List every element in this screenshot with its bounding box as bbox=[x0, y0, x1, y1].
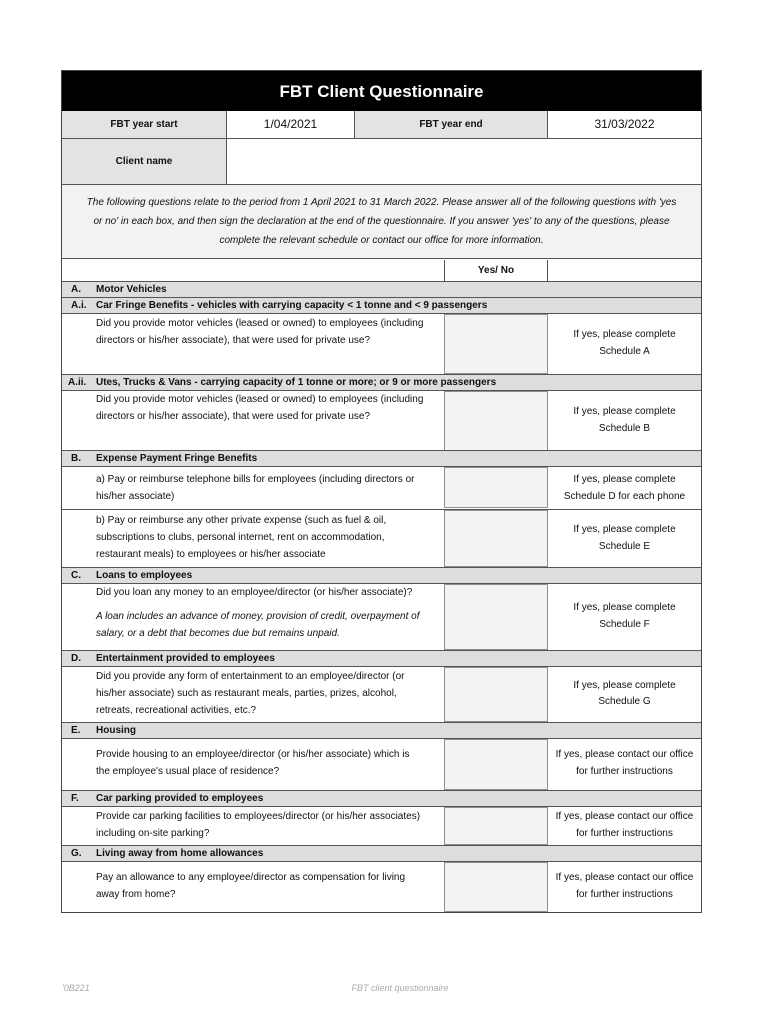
section-e-header bbox=[62, 722, 701, 739]
question-ba-line-2: his/her associate) bbox=[96, 491, 175, 502]
section-g-header bbox=[62, 845, 701, 862]
question-bb-line-3: restaurant meals) to employees or his/her associate bbox=[96, 549, 326, 560]
yes-no-header: Yes/ No bbox=[444, 260, 548, 281]
row-divider bbox=[62, 509, 701, 510]
section-f-header bbox=[62, 790, 701, 807]
section-title: Utes, Trucks & Vans - carrying capacity of 1 tonne or more; or 9 or more passengers bbox=[96, 377, 497, 388]
section-d-header bbox=[62, 650, 701, 667]
instruction-g-line-1: If yes, please contact our office bbox=[555, 872, 694, 883]
question-d-line-2: his/her associate) such as restaurant meals, parties, prizes, alcohol, bbox=[96, 688, 397, 699]
instruction-d-line-1: If yes, please complete bbox=[573, 680, 676, 691]
instruction-c-line-1: If yes, please complete bbox=[573, 602, 676, 613]
section-letter: C. bbox=[71, 570, 81, 581]
instruction-e-line-1: If yes, please contact our office bbox=[555, 749, 694, 760]
question-c-line-1: Did you loan any money to an employee/director (or his/her associate)? bbox=[96, 587, 413, 598]
instruction-ba-line-1: If yes, please complete bbox=[573, 474, 676, 485]
footer-code: '0B221 bbox=[62, 983, 90, 993]
answer-box-aii[interactable] bbox=[444, 391, 548, 451]
section-ai-header bbox=[62, 297, 701, 314]
section-c-header bbox=[62, 567, 701, 584]
question-e-line-1: Provide housing to an employee/director (or his/her associate) which is bbox=[96, 749, 410, 760]
section-title: Housing bbox=[96, 725, 136, 736]
question-c-note-1: A loan includes an advance of money, provision of credit, overpayment of bbox=[96, 611, 420, 622]
section-aii-header bbox=[62, 374, 701, 391]
instruction-ai-line-1: If yes, please complete bbox=[573, 329, 676, 340]
section-a-header bbox=[62, 281, 701, 298]
instruction-f-line-1: If yes, please contact our office bbox=[555, 811, 694, 822]
instruction-g-line-2: for further instructions bbox=[576, 889, 673, 900]
section-letter: A.i. bbox=[71, 300, 87, 311]
section-title: Living away from home allowances bbox=[96, 848, 264, 859]
instruction-bb-line-2: Schedule E bbox=[598, 541, 651, 552]
answer-box-e[interactable] bbox=[444, 739, 548, 790]
year-end-label: FBT year end bbox=[355, 111, 548, 139]
section-title: Car Fringe Benefits - vehicles with carrying capacity < 1 tonne and < 9 passengers bbox=[96, 300, 488, 311]
instruction-aii-line-1: If yes, please complete bbox=[573, 406, 676, 417]
question-f-line-2: including on-site parking? bbox=[96, 828, 210, 839]
question-ba-line-1: a) Pay or reimburse telephone bills for employees (including directors or bbox=[96, 474, 415, 485]
section-letter: A.ii. bbox=[68, 377, 87, 388]
question-f-line-1: Provide car parking facilities to employees/director (or his/her associates) bbox=[96, 811, 421, 822]
question-bb-line-2: subscriptions to clubs, personal internet, rent on accommodation, bbox=[96, 532, 385, 543]
question-e-line-2: the employee's usual place of residence? bbox=[96, 766, 280, 777]
intro-line-2: or no' in each box, and then sign the declaration at the end of the questionnaire. If you answer 'yes' to any of the questions, please bbox=[93, 216, 670, 227]
answer-box-d[interactable] bbox=[444, 667, 548, 722]
question-d-line-3: retreats, recreational activities, etc.? bbox=[96, 705, 257, 716]
question-d-line-1: Did you provide any form of entertainment to an employee/director (or bbox=[96, 671, 405, 682]
section-title: Car parking provided to employees bbox=[96, 793, 264, 804]
instruction-aii-line-2: Schedule B bbox=[598, 423, 651, 434]
section-letter: F. bbox=[71, 793, 79, 804]
section-letter: B. bbox=[71, 453, 81, 464]
intro-line-3: complete the relevant schedule or contact our office for more information. bbox=[219, 235, 544, 246]
question-bb-line-1: b) Pay or reimburse any other private expense (such as fuel & oil, bbox=[96, 515, 387, 526]
page-title: FBT Client Questionnaire bbox=[62, 71, 701, 111]
instruction-ba-line-2: Schedule D for each phone bbox=[563, 491, 686, 502]
question-g-line-1: Pay an allowance to any employee/director as compensation for living bbox=[96, 872, 406, 883]
section-title: Loans to employees bbox=[96, 570, 193, 581]
question-aii-line-1: Did you provide motor vehicles (leased or owned) to employees (including bbox=[96, 394, 424, 405]
year-end-field[interactable]: 31/03/2022 bbox=[548, 111, 701, 139]
instruction-f-line-2: for further instructions bbox=[576, 828, 673, 839]
client-name-field[interactable] bbox=[227, 139, 701, 185]
answer-box-ba[interactable] bbox=[444, 467, 548, 508]
section-letter: E. bbox=[71, 725, 81, 736]
question-ai-line-1: Did you provide motor vehicles (leased or owned) to employees (including bbox=[96, 318, 424, 329]
answer-box-g[interactable] bbox=[444, 862, 548, 912]
answer-box-bb[interactable] bbox=[444, 510, 548, 567]
section-title: Entertainment provided to employees bbox=[96, 653, 275, 664]
section-title: Expense Payment Fringe Benefits bbox=[96, 453, 258, 464]
question-ai-line-2: directors or his/her associate), that were used for private use? bbox=[96, 335, 371, 346]
year-start-label: FBT year start bbox=[62, 111, 227, 139]
yes-no-header-row bbox=[62, 260, 701, 281]
answer-box-c[interactable] bbox=[444, 584, 548, 650]
intro-line-1: The following questions relate to the period from 1 April 2021 to 31 March 2022. Please answer all of the following questions with 'yes bbox=[86, 197, 677, 208]
answer-box-ai[interactable] bbox=[444, 314, 548, 374]
footer-title: FBT client questionnaire bbox=[351, 983, 449, 993]
instruction-ai-line-2: Schedule A bbox=[599, 346, 650, 357]
section-b-header bbox=[62, 450, 701, 467]
section-letter: D. bbox=[71, 653, 81, 664]
question-aii-line-2: directors or his/her associate), that were used for private use? bbox=[96, 411, 371, 422]
section-letter: G. bbox=[71, 848, 82, 859]
instruction-d-line-2: Schedule G bbox=[598, 696, 651, 707]
instruction-c-line-2: Schedule F bbox=[599, 619, 650, 630]
year-start-field[interactable]: 1/04/2021 bbox=[227, 111, 355, 139]
section-title: Motor Vehicles bbox=[96, 284, 167, 295]
instruction-bb-line-1: If yes, please complete bbox=[573, 524, 676, 535]
client-name-label: Client name bbox=[62, 139, 227, 185]
section-letter: A. bbox=[71, 284, 81, 295]
instruction-e-line-2: for further instructions bbox=[576, 766, 673, 777]
question-g-line-2: away from home? bbox=[96, 889, 176, 900]
answer-box-f[interactable] bbox=[444, 807, 548, 845]
question-c-note-2: salary, or a debt that becomes due but remains unpaid. bbox=[96, 628, 340, 639]
